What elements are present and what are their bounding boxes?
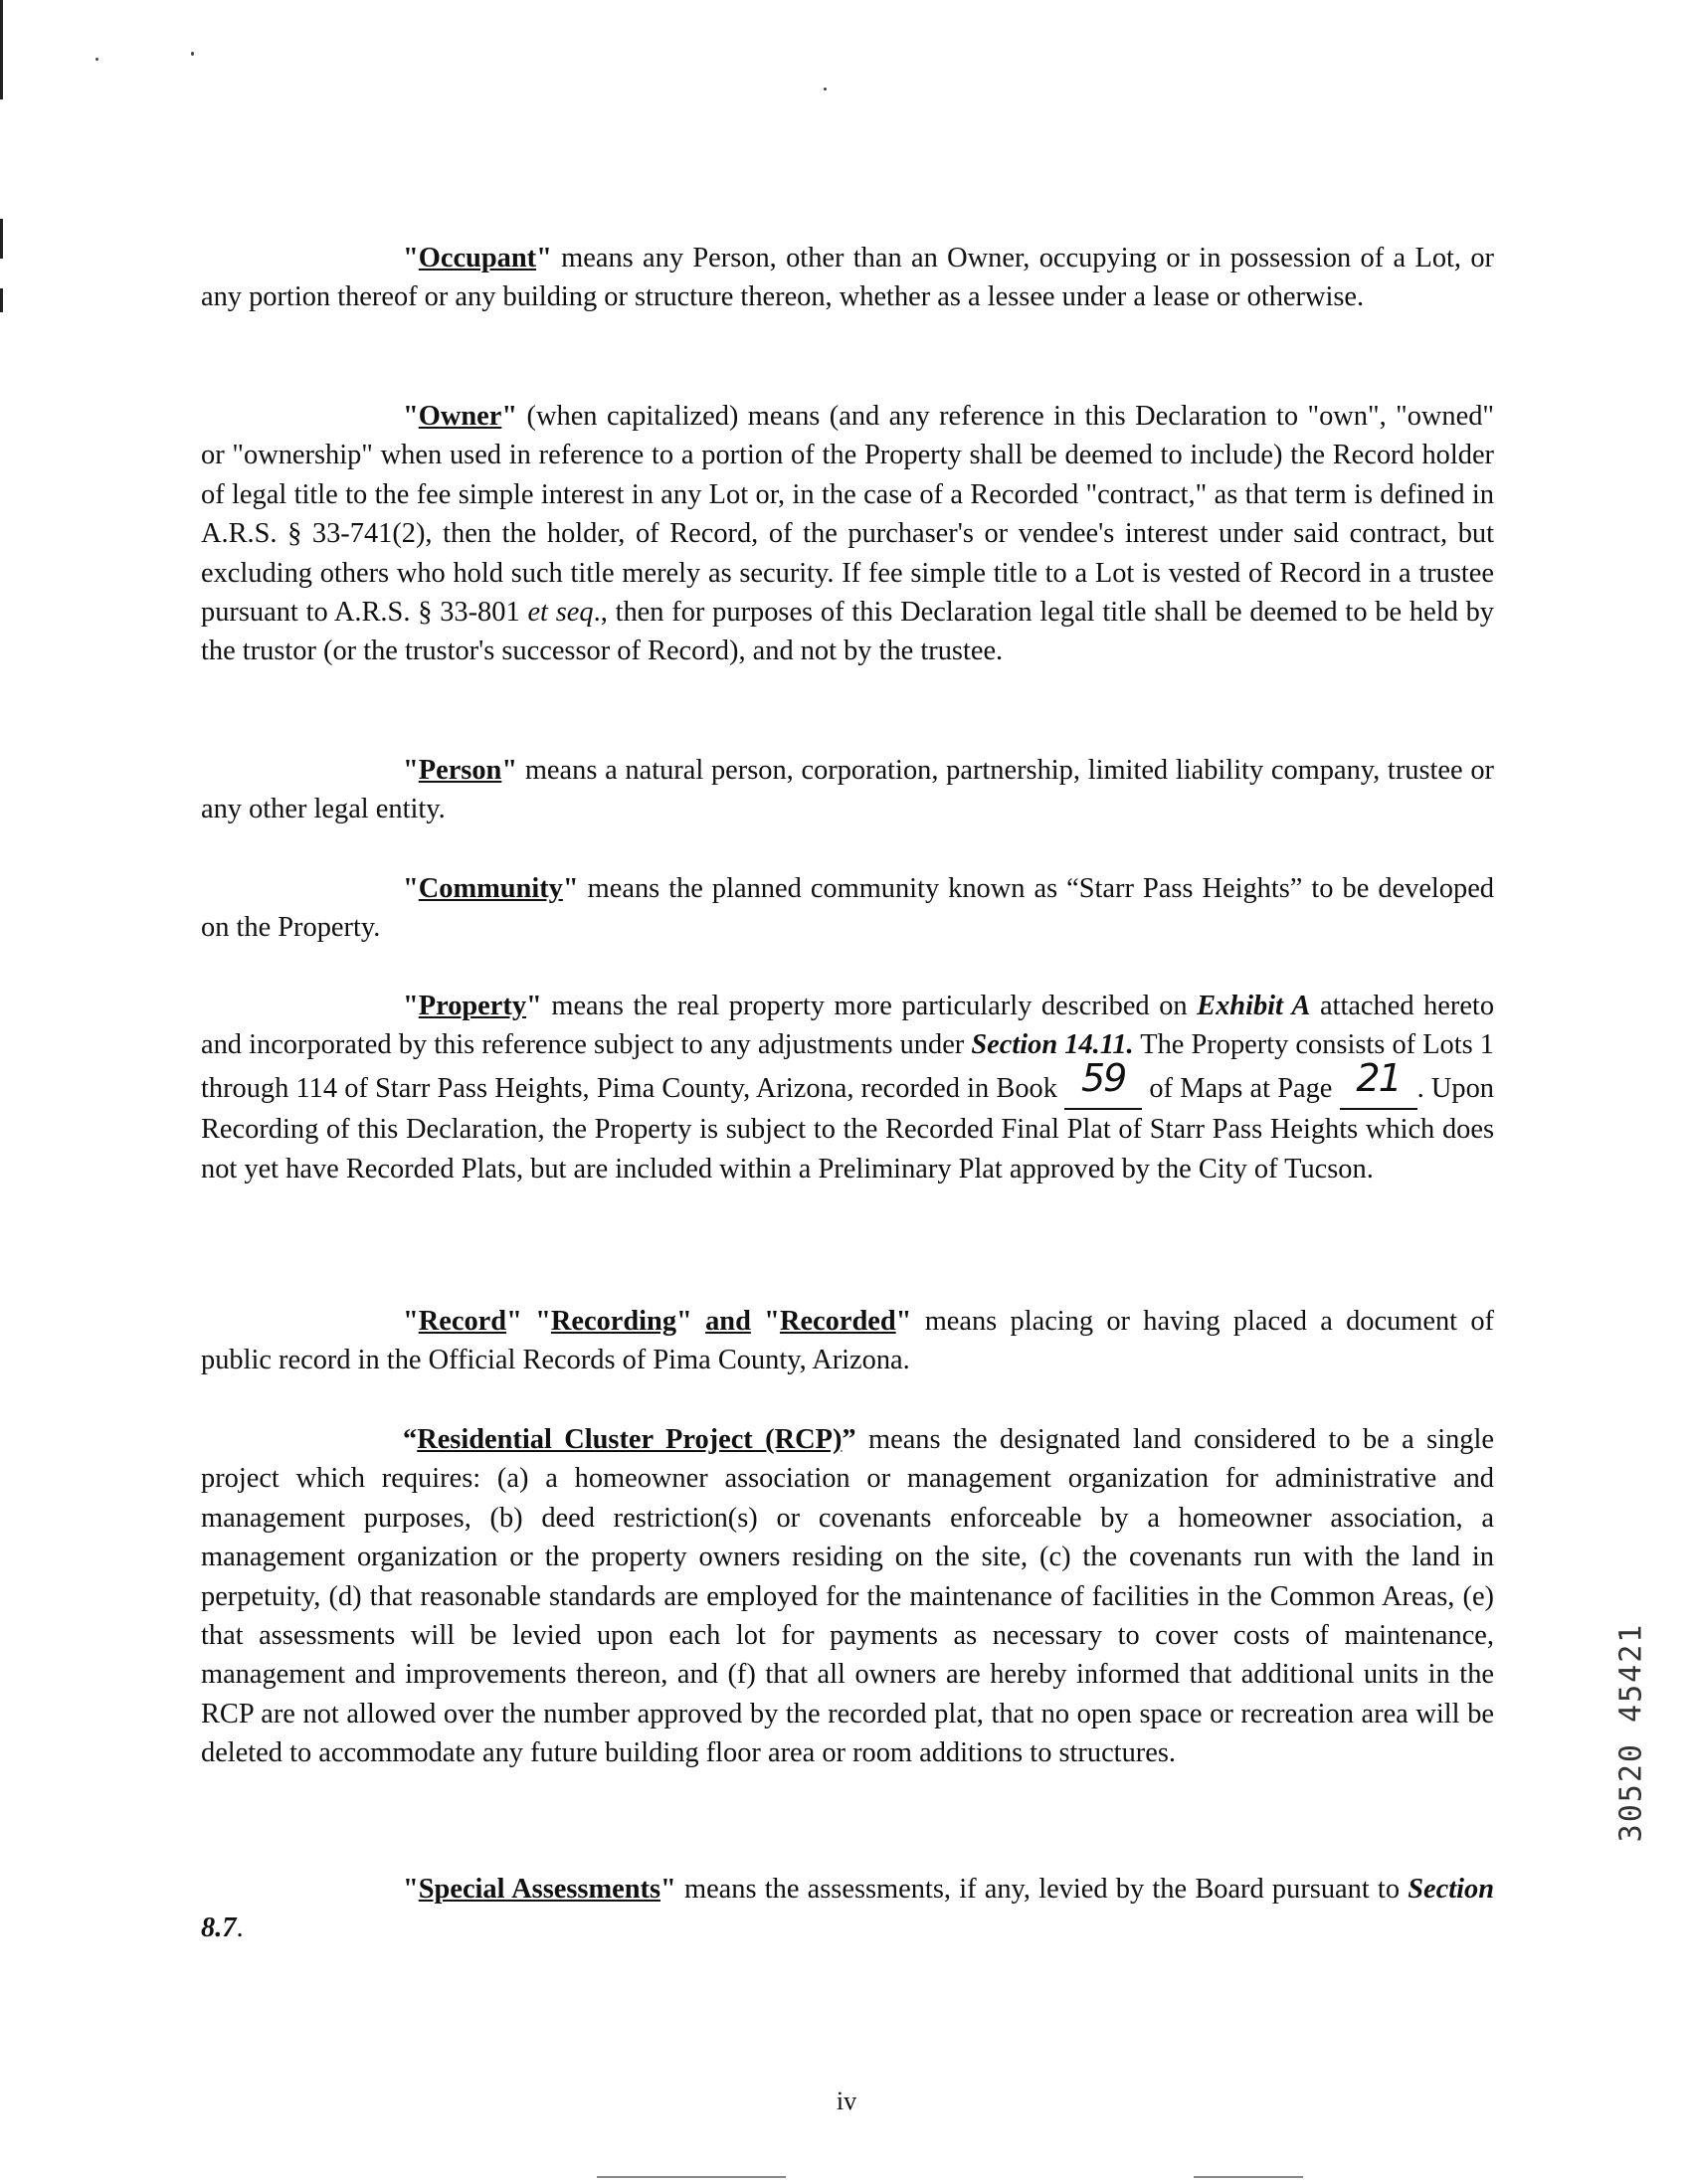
term-rcp: Residential Cluster Project (RCP) [417, 1424, 843, 1455]
handwritten-page-number: 21 [1340, 1065, 1417, 1110]
section-reference: Section 8.7 [201, 1874, 1494, 1944]
definition-person: "Person" means a natural person, corporation, partnership, limited liability company, trustee or any other legal entity. [201, 755, 1494, 825]
definition-text: means the planned community known as “Starr Pass Heights” to be developed on the Property. [201, 873, 1494, 944]
term-record: Record [418, 1306, 507, 1337]
scan-speck [824, 88, 827, 91]
term-community: Community [418, 873, 563, 904]
definition-occupant: "Occupant" means any Person, other than an Owner, occupying or in possession of a Lot, or any portion thereof or any building or structure thereon, whether as a lessee under a lease or otherwise. [201, 243, 1494, 313]
term-recording: Recording [550, 1306, 677, 1337]
exhibit-reference: Exhibit A [1197, 991, 1311, 1021]
definition-text: means the designated land considered to be a single project which requires: (a) a homeowner association or management organization for administrative and management purposes, (b) deed restriction(s) or covenants enforceable by a homeowner association, a management organization or the property owners residing on the site, (c) the covenants run with the land in perpetuity, (d) that reasonable standards are employed for the maintenance of facilities in the Common Areas, (e) that assessments will be levied upon each lot for payments as necessary to cover costs of maintenance, management and improvements thereon, and (f) that all owners are hereby informed that additional units in the RCP are not allowed over the number approved by the recorded plat, that no open space or recreation area will be deleted to accommodate any future building floor area or room additions to structures. [201, 1424, 1494, 1769]
definition-property: "Property" means the real property more particularly described on Exhibit A attached hereto and incorporated by this reference subject to any adjustments under Section 14.11. The Property consists of Lots 1 through 114 of Starr Pass Heights, Pima County, Arizona, recorded in Book 59 of Maps at Page 21 . Upon Recording of this Declaration, the Property is subject to the Recorded Final Plat of Starr Pass Heights which does not yet have Recorded Plats, but are included within a Preliminary Plat approved by the City of Tucson. [201, 991, 1495, 1184]
scan-artifact [1194, 2176, 1303, 2178]
handwritten-book-number: 59 [1064, 1065, 1142, 1110]
page-number: iv [836, 2087, 857, 2115]
definition-text: The Property consists of Lots 1 through 114 of Starr Pass Heights, Pima County, Arizona, recorded in Book [201, 1029, 1494, 1104]
definition-community: "Community" means the planned community known as “Starr Pass Heights” to be developed on the Property. [201, 873, 1494, 944]
definition-text: ., then for purposes of this Declaration legal title shall be deemed to be held by the trustor (or the trustor's successor of Record), and not by the trustee. [201, 597, 1494, 667]
definition-text: (when capitalized) means (and any reference in this Declaration to "own", "owned" or "ownership" when used in reference to a portion of the Property shall be deemed to include) the Record holder of legal title to the fee simple interest in any Lot or, in the case of a Recorded "contract," as that term is defined in A.R.S. § 33-741(2), then the holder, of Record, of the purchaser's or vendee's interest under said contract, but excluding others who hold such title merely as security. If fee simple title to a Lot is vested of Record in a trustee pursuant to A.R.S. § 33-801 [201, 401, 1494, 629]
term-recorded: Recorded [779, 1306, 896, 1337]
section-reference: Section 14.11. [971, 1029, 1134, 1061]
scan-artifact [597, 2176, 786, 2178]
definition-text: means placing or having placed a document of public record in the Official Records of Pima County, Arizona. [201, 1306, 1494, 1376]
definition-text: . Upon Recording of this Declaration, the Property is subject to the Recorded Final Plat of Starr Pass Heights which does not yet have Recorded Plats, but are included within a Preliminary Plat approved by the City of Tucson. [201, 1072, 1495, 1184]
term-property: Property [418, 991, 527, 1021]
definition-text: means the real property more particularly described on [541, 991, 1198, 1021]
definition-owner: "Owner" (when capitalized) means (and any reference in this Declaration to "own", "owned" or "ownership" when used in reference to a portion of the Property shall be deemed to include) the Record holder of legal title to the fee simple interest in any Lot or, in the case of a Recorded "contract," as that term is defined in A.R.S. § 33-741(2), then the holder, of Record, of the purchaser's or vendee's interest under said contract, but excluding others who hold such title merely as security. If fee simple title to a Lot is vested of Record in a trustee pursuant to A.R.S. § 33-801 et seq., then for purposes of this Declaration legal title shall be deemed to be held by the trustor (or the trustor's successor of Record), and not by the trustee. [201, 401, 1494, 667]
term-owner: Owner [418, 401, 502, 432]
scan-speck [191, 52, 194, 56]
recording-stamp [1601, 1593, 1661, 1872]
definition-text: attached hereto and incorporated by this reference subject to any adjustments under [201, 991, 1495, 1061]
definition-text: means any Person, other than an Owner, occupying or in possession of a Lot, or any portion thereof or any building or structure thereon, whether as a lessee under a lease or otherwise. [201, 243, 1494, 313]
definition-text: means the assessments, if any, levied by the Board pursuant to [675, 1874, 1409, 1905]
definition-text: of Maps at Page [1142, 1072, 1340, 1104]
definition-record: "Record" "Recording" and "Recorded" means placing or having placed a document of public record in the Official Records of Pima County, Arizona. [201, 1306, 1494, 1376]
scan-margin-mark [0, 0, 3, 99]
definition-text: means a natural person, corporation, partnership, limited liability company, trustee or any other legal entity. [201, 755, 1494, 825]
recording-stamp-number: 30520 45421 [1613, 1622, 1649, 1843]
term-and: and [705, 1306, 751, 1337]
latin-et-seq: et seq [527, 597, 594, 629]
scan-margin-mark [0, 219, 3, 259]
definition-special-assessments: "Special Assessments" means the assessments, if any, levied by the Board pursuant to Section 8.7. [201, 1874, 1494, 1944]
term-special-assessments: Special Assessments [418, 1874, 661, 1905]
term-occupant: Occupant [418, 243, 537, 273]
definition-rcp: “Residential Cluster Project (RCP)” means the designated land considered to be a single project which requires: (a) a homeowner association or management organization for administrative and management purposes, (b) deed restriction(s) or covenants enforceable by a homeowner association, a management organization or the property owners residing on the site, (c) the covenants run with the land in perpetuity, (d) that reasonable standards are employed for the maintenance of facilities in the Common Areas, (e) that assessments will be levied upon each lot for payments as necessary to cover costs of maintenance, management and improvements thereon, and (f) that all owners are hereby informed that additional units in the RCP are not allowed over the number approved by the recorded plat, that no open space or recreation area will be deleted to accommodate any future building floor area or room additions to structures. [201, 1424, 1494, 1769]
term-person: Person [418, 755, 502, 786]
scan-speck [95, 58, 98, 61]
scan-margin-mark [0, 288, 3, 312]
